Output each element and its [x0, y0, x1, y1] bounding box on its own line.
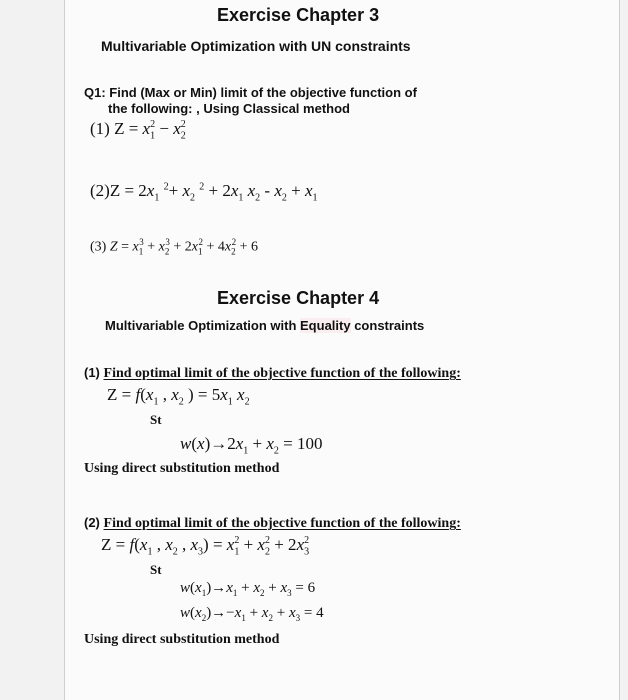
problem2-constraint2: $w(x_2)\to-x_1 + x_2 + x_3 = 4$ [180, 605, 324, 623]
chapter3-subtitle: Multivariable Optimization with UN constraints [101, 38, 411, 54]
chapter4-title: Exercise Chapter 4 [217, 288, 380, 308]
problem2-number: (2) [84, 515, 100, 530]
problem2-heading [84, 515, 461, 532]
problem1-number: (1) [84, 365, 100, 380]
q1-line2: the following: , Using Classical method [108, 101, 350, 116]
problem1-text: Find optimal limit of the objective function of the following: [103, 366, 461, 381]
problem1-st: St [150, 412, 162, 427]
q1-line1: Q1: Find (Max or Min) limit of the objective function of [84, 85, 417, 100]
equation-3: (3) $Z = x_1^3 + x_2^3 + 2x_1^2 + 4x_2^2 + 6$ [90, 237, 259, 257]
equation-1: (1) $Z = x_1^2 - x_2^2$ [90, 119, 186, 142]
problem2-st: St [150, 562, 162, 577]
problem1-method: Using direct substitution method [84, 461, 280, 476]
equation-2: $(2)Z = 2x_1$ $^2+ x_2$ $^2 + 2x_1$ $x_2 - x_2 + x_1$ [90, 181, 318, 204]
problem1-objective: $Z = f(x_1$ , $x_2$ ) = $5x_1$ $x_2$ [107, 385, 250, 408]
problem1-constraint: $w(x)\to 2x_1 + x_2 = 100$ [180, 434, 323, 457]
problem2-constraint1: $w(x_1)\to x_1 + x_2 + x_3 = 6$ [180, 580, 316, 598]
problem1-heading [84, 365, 461, 382]
problem2-objective: $Z = f(x_1$ , $x_2$ , $x_3) = x_1^2 + x_2^2 + 2x_3^2$ [101, 535, 310, 558]
chapter4-subtitle-pre: Multivariable Optimization with [105, 318, 301, 333]
problem2-method: Using direct substitution method [84, 632, 280, 647]
chapter4-subtitle-highlight: Equality [300, 318, 351, 333]
problem2-text: Find optimal limit of the objective function of the following: [103, 516, 461, 531]
chapter4-subtitle [105, 318, 424, 333]
chapter4-subtitle-post: constraints [350, 318, 425, 333]
chapter3-title: Exercise Chapter 3 [217, 5, 380, 25]
